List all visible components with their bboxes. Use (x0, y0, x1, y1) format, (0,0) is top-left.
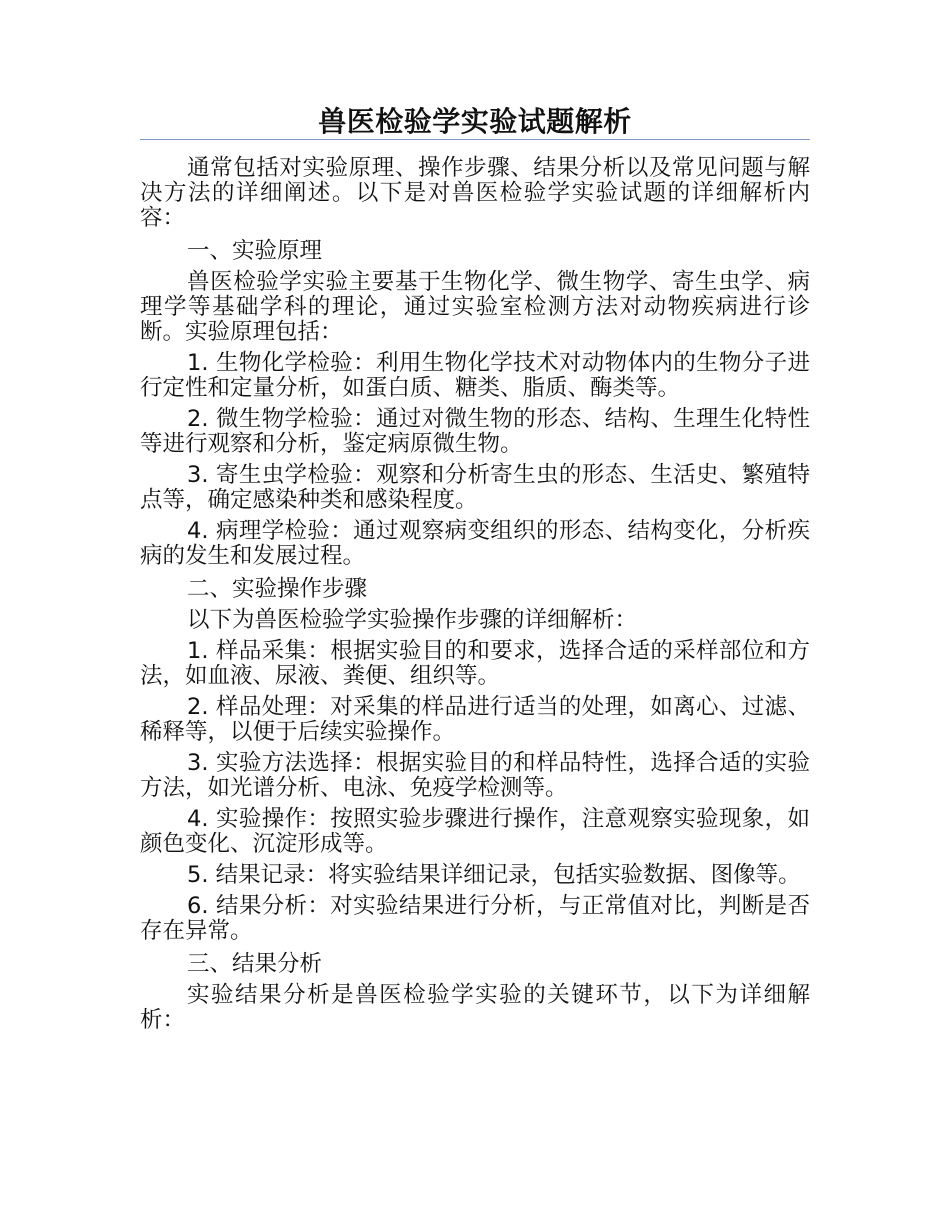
procedure-item-5: 5. 结果记录：将实验结果详细记录，包括实验数据、图像等。 (187, 862, 801, 888)
title-underline (140, 139, 810, 140)
procedure-item-3: 3. 实验方法选择：根据实验目的和样品特性，选择合适的实验方法，如光谱分析、电泳、免疫学检测等。 (140, 750, 810, 801)
analysis-paragraph: 实验结果分析是兽医检验学实验的关键环节，以下为详细解析： (140, 982, 810, 1033)
section-heading-analysis: 三、结果分析 (187, 951, 323, 977)
procedure-item-6: 6. 结果分析：对实验结果进行分析，与正常值对比，判断是否存在异常。 (140, 893, 810, 944)
procedure-item-2: 2. 样品处理：对采集的样品进行适当的处理，如离心、过滤、稀释等，以便于后续实验操作。 (140, 694, 810, 745)
principle-item-2: 2. 微生物学检验：通过对微生物的形态、结构、生理生化特性等进行观察和分析，鉴定病原微生物。 (140, 406, 810, 457)
document-body (140, 156, 810, 1039)
procedure-item-1: 1. 样品采集：根据实验目的和要求，选择合适的采样部位和方法，如血液、尿液、粪便、组织等。 (140, 638, 810, 689)
procedure-paragraph: 以下为兽医检验学实验操作步骤的详细解析： (187, 607, 638, 633)
principle-item-3: 3. 寄生虫学检验：观察和分析寄生虫的形态、生活史、繁殖特点等，确定感染种类和感染程度。 (140, 462, 810, 513)
section-heading-procedure: 二、实验操作步骤 (187, 576, 368, 602)
principle-item-1: 1. 生物化学检验：利用生物化学技术对动物体内的生物分子进行定性和定量分析，如蛋白质、糖类、脂质、酶类等。 (140, 350, 810, 401)
procedure-item-4: 4. 实验操作：按照实验步骤进行操作，注意观察实验现象，如颜色变化、沉淀形成等。 (140, 806, 810, 857)
document-title: 兽医检验学实验试题解析 (318, 105, 632, 138)
intro-paragraph: 通常包括对实验原理、操作步骤、结果分析以及常见问题与解决方法的详细阐述。以下是对兽医检验学实验试题的详细解析内容： (140, 155, 810, 231)
principle-item-4: 4. 病理学检验：通过观察病变组织的形态、结构变化，分析疾病的发生和发展过程。 (140, 518, 810, 569)
principle-paragraph: 兽医检验学实验主要基于生物化学、微生物学、寄生虫学、病理学等基础学科的理论，通过实验室检测方法对动物疾病进行诊断。实验原理包括： (140, 269, 810, 345)
section-heading-principle: 一、实验原理 (187, 238, 323, 264)
